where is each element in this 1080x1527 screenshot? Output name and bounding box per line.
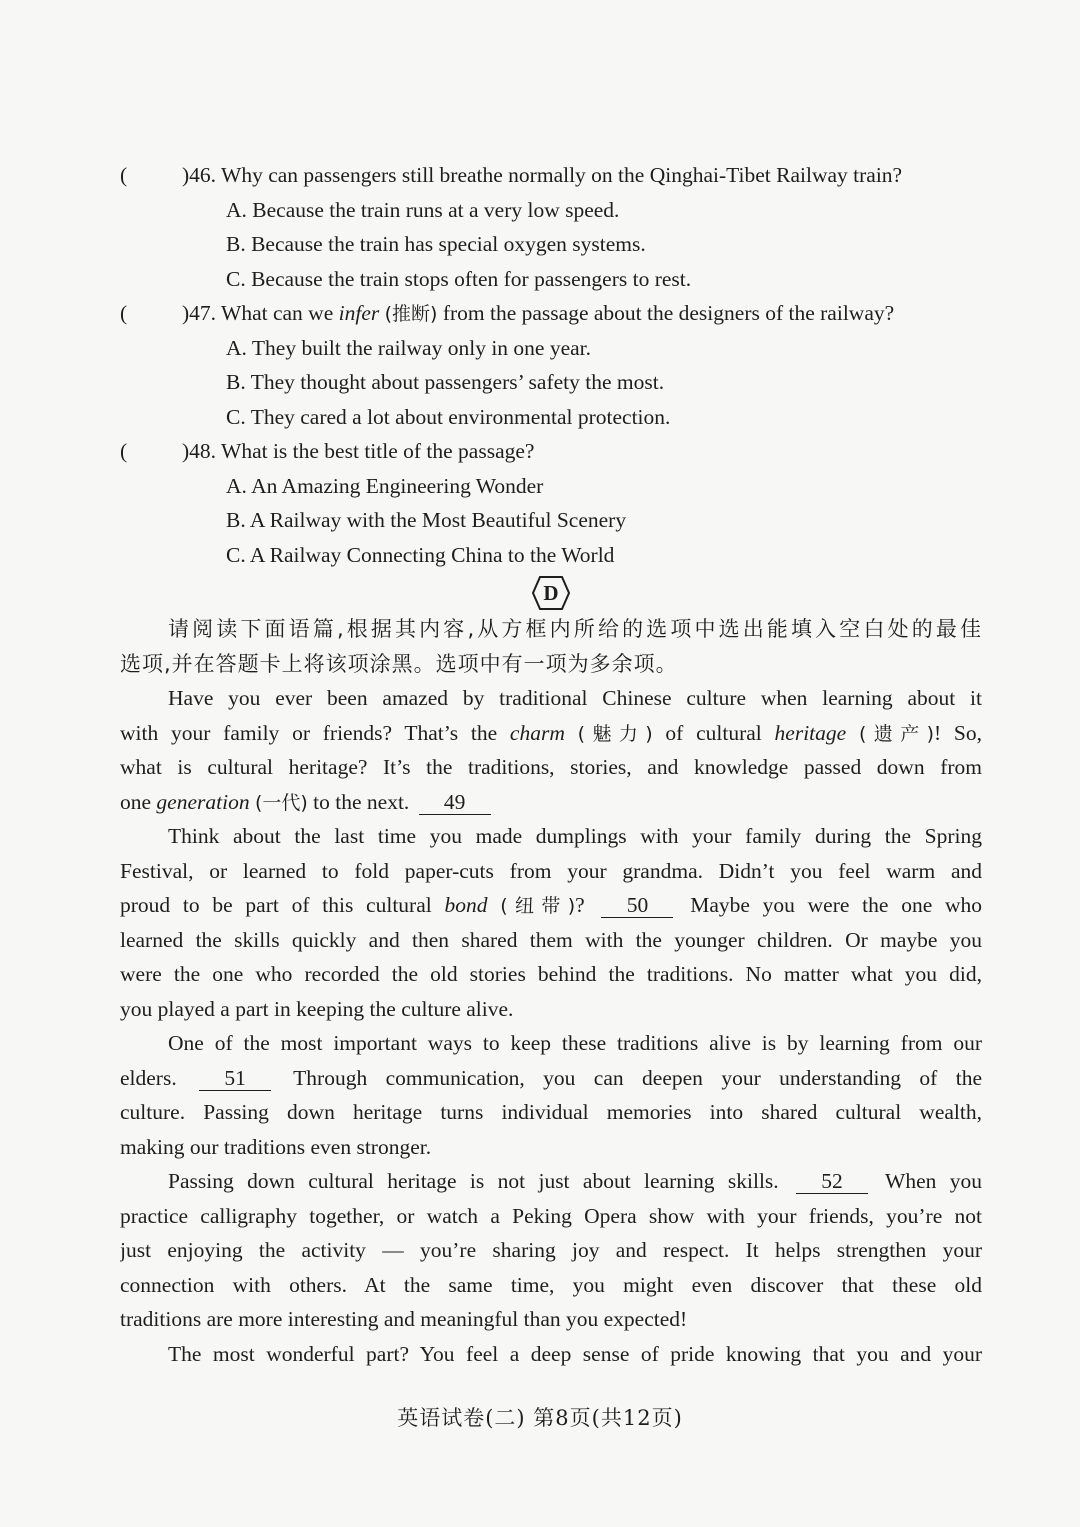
text-run: Passing down cultural heritage is not just about learning skills. [168, 1169, 793, 1193]
passage [120, 612, 982, 1371]
passage-line: Festival, or learned to fold paper-cuts from your grandma. Didn’t you feel warm and [120, 858, 982, 883]
passage-line: Think about the last time you made dumplings with your family during the Spring [168, 824, 982, 848]
option-c: C. Because the train stops often for passengers to rest. [226, 266, 692, 291]
text-run: to the next. [307, 789, 415, 814]
text-run: ! So, [934, 720, 982, 745]
gloss: (遗产) [858, 722, 934, 745]
question-48 [120, 434, 990, 469]
passage-line: Have you ever been amazed by traditional Chinese culture when learning about it [168, 686, 982, 710]
section-letter: D [543, 581, 559, 605]
passage-line: just enjoying the activity — you’re sharing joy and respect. It helps strengthen your [120, 1238, 982, 1262]
passage-line [120, 785, 982, 820]
option-b: B. Because the train has special oxygen systems. [226, 232, 646, 256]
passage-line: you played a part in keeping the culture alive. [120, 996, 514, 1021]
answer-paren[interactable]: ( [120, 439, 128, 463]
page-footer: 英语试卷(二) 第8页(共12页) [397, 1406, 683, 1430]
passage-line: connection with others. At the same time, you might even discover that these old [120, 1272, 982, 1297]
question-list [120, 158, 990, 572]
option-c: C. They cared a lot about environmental protection. [226, 404, 671, 429]
passage-line [120, 1061, 982, 1096]
answer-paren[interactable]: ( [120, 163, 128, 187]
passage-line: One of the most important ways to keep these traditions alive is by learning from our [168, 1031, 982, 1055]
question-text: )48. What is the best title of the passage? [182, 439, 535, 463]
question-47 [120, 296, 990, 331]
text-run: of cultural [652, 720, 775, 745]
text-run: When you [872, 1169, 982, 1193]
instruction-line: 选项,并在答题卡上将该项涂黑。选项中有一项为多余项。 [120, 651, 678, 676]
passage-line: The most wonderful part? You feel a deep sense of pride knowing that you and your [168, 1341, 982, 1366]
passage-line: culture. Passing down heritage turns individual memories into shared cultural wealth, [120, 1100, 982, 1124]
option-a: A. Because the train runs at a very low speed. [226, 197, 620, 222]
text-run: elders. [120, 1065, 196, 1090]
text-run: one [120, 789, 157, 814]
keyword: charm [509, 720, 565, 745]
gloss: (推断) [384, 303, 438, 325]
passage-line: what is cultural heritage? It’s the traditions, stories, and knowledge passed down from [120, 755, 982, 779]
keyword: generation [156, 789, 250, 814]
passage-line [120, 1164, 982, 1199]
text-run: ? [575, 893, 598, 917]
passage-line: were the one who recorded the old stories behind the traditions. No matter what you did, [120, 962, 982, 986]
passage-line: traditions are more interesting and meaningful than you expected! [120, 1307, 688, 1331]
passage-line: making our traditions even stronger. [120, 1134, 432, 1159]
option-b: B. They thought about passengers’ safety the most. [226, 370, 665, 394]
option-a: A. An Amazing Engineering Wonder [226, 473, 544, 498]
option-c: C. A Railway Connecting China to the World [226, 542, 615, 567]
text-run: proud to be part of this cultural [120, 893, 445, 917]
question-text [182, 296, 894, 332]
blank-51[interactable]: 51 [199, 1066, 271, 1091]
blank-50[interactable]: 50 [601, 893, 673, 918]
blank-52[interactable]: 52 [796, 1169, 868, 1194]
blank-49[interactable]: 49 [419, 790, 491, 815]
passage-line: practice calligraphy together, or watch a Peking Opera show with your friends, you’re not [120, 1203, 982, 1228]
answer-paren[interactable]: ( [120, 301, 128, 325]
keyword: infer [338, 301, 380, 325]
text-run: with your family or friends? That’s the [120, 720, 510, 745]
keyword: heritage [774, 720, 847, 745]
text-run: Through communication, you can deepen your understanding of the [275, 1065, 982, 1090]
question-text: )46. Why can passengers still breathe normally on the Qinghai-Tibet Railway train? [182, 163, 903, 187]
gloss: (纽带) [500, 895, 576, 917]
keyword: bond [444, 893, 488, 917]
passage-line: learned the skills quickly and then shared them with the younger children. Or maybe you [120, 927, 982, 952]
gloss: (一代) [254, 791, 308, 814]
gloss: (魅力) [577, 722, 653, 745]
question-text-post: from the passage about the designers of the railway? [437, 301, 895, 325]
passage-line [120, 716, 982, 751]
question-text-pre: )47. What can we [182, 301, 339, 325]
question-46 [120, 158, 990, 193]
passage-line [120, 888, 982, 923]
section-marker [532, 574, 570, 612]
instruction-line: 请阅读下面语篇,根据其内容,从方框内所给的选项中选出能填入空白处的最佳 [168, 617, 982, 641]
option-b: B. A Railway with the Most Beautiful Scenery [226, 508, 627, 532]
option-a: A. They built the railway only in one year. [226, 335, 592, 360]
text-run: Maybe you were the one who [677, 893, 982, 917]
